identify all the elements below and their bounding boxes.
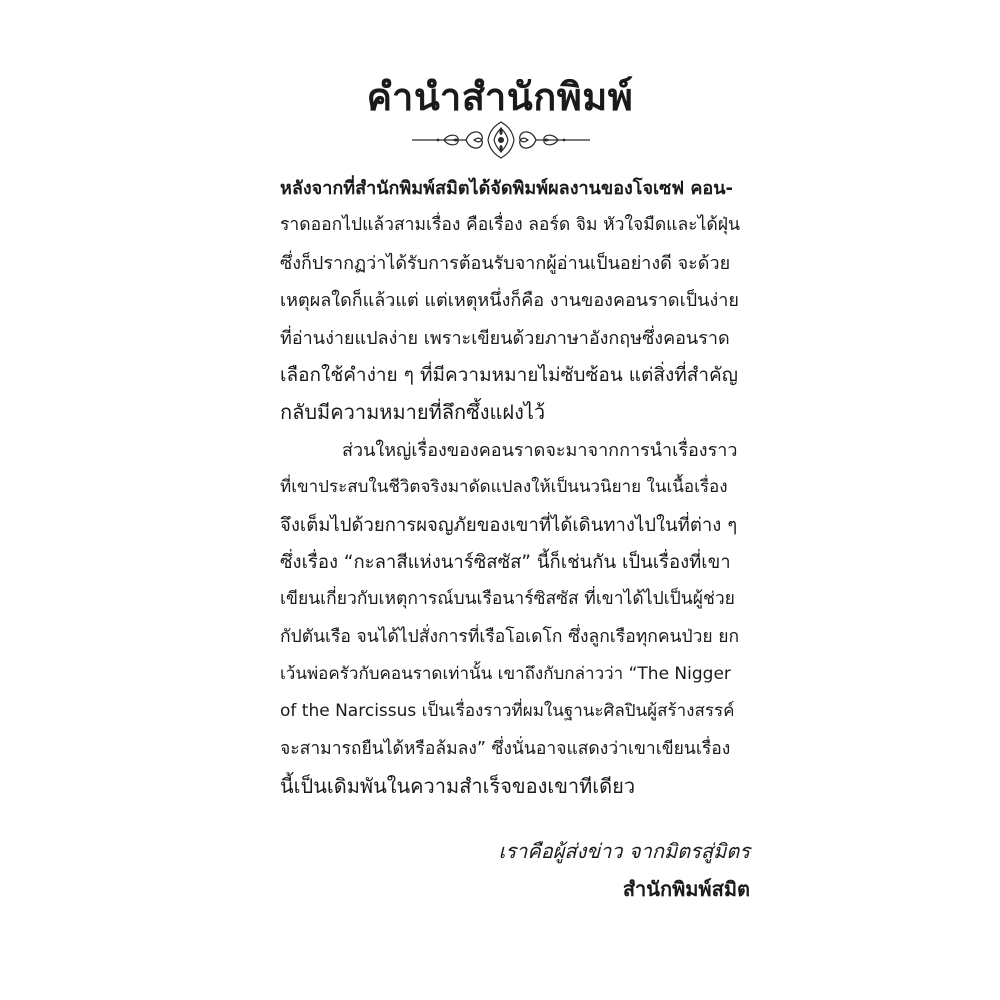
paragraph-line: เลือกใช้คำง่าย ๆ ที่มีความหมายไม่ซับซ้อน แต่สิ่งที่สำคัญ [280,363,738,386]
paragraph-line: of the Narcissus เป็นเรื่องราวที่ผมในฐานะศิลปินผู้สร้างสรรค์ [280,701,735,722]
page-title: คำนำสำนักพิมพ์ [366,75,634,119]
paragraph-line: ซึ่งก็ปรากฏว่าได้รับการต้อนรับจากผู้อ่านเป็นอย่างดี จะด้วย [280,252,731,274]
paragraph-line: ที่เขาประสบในชีวิตจริงมาดัดแปลงให้เป็นนวนิยาย ในเนื้อเรื่อง [280,477,728,498]
paragraph-line: ซึ่งเรื่อง “กะลาสีแห่งนาร์ซิสซัส” นี้ก็เช่นกัน เป็นเรื่องที่เขา [280,551,731,573]
paragraph-line: กัปตันเรือ จนได้ไปสั่งการที่เรือโอเดโก ซึ่งลูกเรือทุกคนป่วย ยก [280,626,740,647]
publisher-name: สำนักพิมพ์สมิต [622,877,750,901]
paragraph-line: ส่วนใหญ่เรื่องของคอนราดจะมาจากการนำเรื่องราว [342,439,738,461]
paragraph-line: นี้เป็นเดิมพันในความสำเร็จของเขาทีเดียว [280,774,636,799]
paragraph-line: เขียนเกี่ยวกับเหตุการณ์บนเรือนาร์ซิสซัส ที่เขาได้ไปเป็นผู้ช่วย [280,589,735,610]
paragraph-line: เหตุผลใดก็แล้วแต่ แต่เหตุหนึ่งก็คือ งานของคอนราดเป็นง่าย [280,290,739,312]
paragraph-line: จึงเต็มไปด้วยการผจญภัยของเขาที่ได้เดินทางไปในที่ต่าง ๆ [280,514,738,536]
paragraph-line: หลังจากที่สำนักพิมพ์สมิตได้จัดพิมพ์ผลงานของโจเซฟ คอน- [280,178,734,199]
preface-body [280,170,740,806]
paragraph-line: กลับมีความหมายที่ลึกซึ้งแฝงไว้ [280,400,546,425]
paragraph-line: ที่อ่านง่ายแปลง่าย เพราะเขียนด้วยภาษาอังกฤษซึ่งคอนราด [280,327,730,349]
paragraph-line: เว้นพ่อครัวกับคอนราดเท่านั้น เขาถึงกับกล่าวว่า “The Nigger [280,664,731,685]
publisher-motto: เราคือผู้ส่งข่าว จากมิตรสู่มิตร [498,839,750,863]
paragraph-line: จะสามารถยืนได้หรือล้มลง” ซึ่งนั่นอาจแสดงว่าเขาเขียนเรื่อง [280,738,731,759]
signature-block [499,832,750,908]
paragraph-line: ราดออกไปแล้วสามเรื่อง คือเรื่อง ลอร์ด จิม หัวใจมืดและได้ฝุ่น [280,215,740,236]
flourish-ornament-icon [408,120,594,160]
